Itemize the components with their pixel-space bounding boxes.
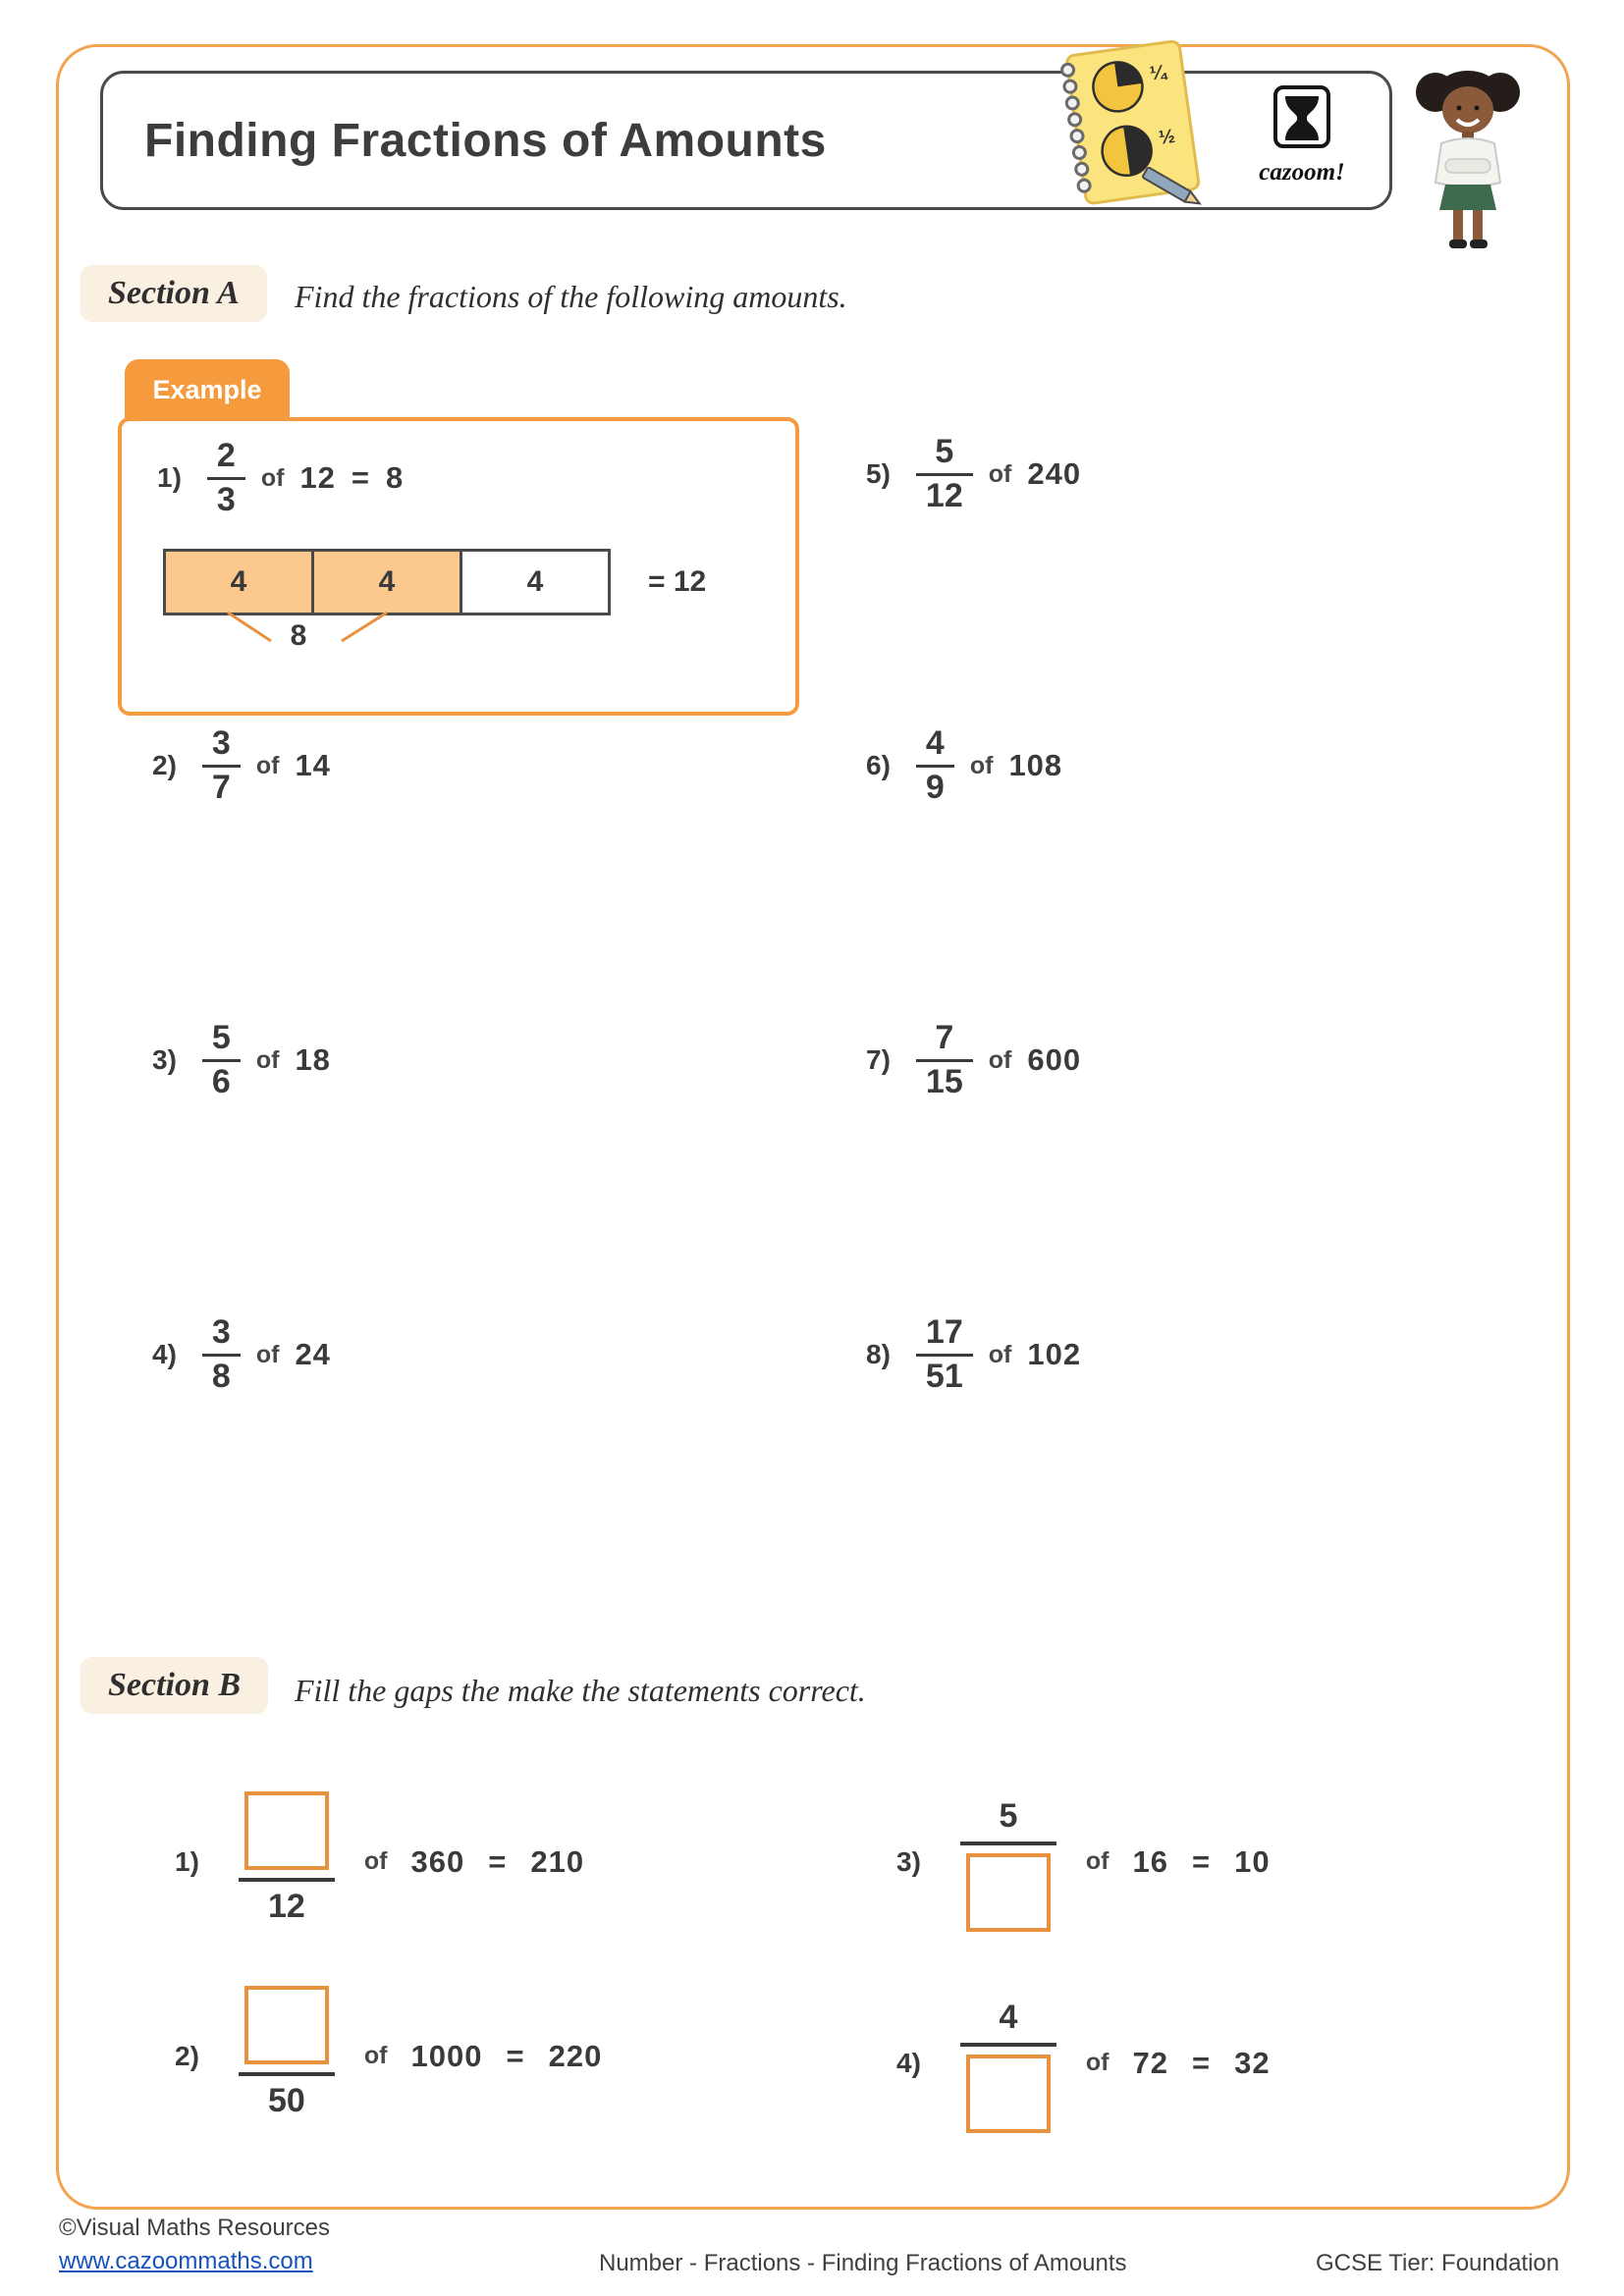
fraction-denominator: 12 [267, 1888, 305, 1925]
of-label: of [363, 2042, 388, 2069]
notepad-quarter-label: ¼ [1148, 61, 1168, 85]
problem-number: 7) [866, 1044, 891, 1076]
section-b-label: Section B [81, 1657, 268, 1714]
equals-sign: = [506, 2038, 525, 2073]
fraction [202, 726, 241, 805]
gap-problem-3 [896, 1791, 1271, 1932]
fraction-denominator: 9 [916, 765, 954, 806]
statement [364, 2039, 602, 2074]
of-label: of [988, 1340, 1012, 1368]
amount: 600 [1027, 1042, 1082, 1078]
fraction-with-gap [239, 1791, 335, 1932]
of-label: of [969, 751, 994, 779]
fraction-denominator: 12 [916, 473, 973, 514]
fraction-with-gap [239, 1986, 335, 2126]
footer-tier-label: GCSE Tier: Foundation [1316, 2250, 1560, 2276]
fraction-denominator: 8 [202, 1354, 241, 1395]
amount: 24 [295, 1337, 331, 1372]
of-label: of [1085, 2049, 1110, 2076]
of-label: of [363, 1847, 388, 1875]
amount: 18 [295, 1042, 331, 1078]
fraction-numerator: 5 [935, 433, 954, 470]
footer-website-link[interactable]: www.cazoommaths.com [59, 2248, 313, 2274]
result-value: 210 [530, 1843, 585, 1879]
of-label: of [260, 463, 285, 492]
problem-8 [866, 1315, 1081, 1394]
fraction [202, 1021, 241, 1099]
fraction-denominator: 7 [202, 765, 241, 806]
answer-box-numerator[interactable] [244, 1986, 329, 2064]
fraction-numerator: 5 [999, 1797, 1018, 1835]
problem-number: 2) [175, 2040, 199, 2071]
footer-copyright: ©Visual Maths Resources [59, 2215, 331, 2241]
fraction [916, 435, 973, 513]
fractions-notepad-icon [1043, 35, 1205, 222]
equals-sign: = [351, 460, 371, 496]
fraction-numerator: 2 [216, 437, 236, 474]
problem-4 [152, 1315, 331, 1394]
cazoom-logo-text: cazoom! [1259, 159, 1345, 186]
fraction-denominator: 51 [916, 1354, 973, 1395]
amount: 102 [1027, 1337, 1082, 1372]
gap-problem-2 [175, 1986, 602, 2126]
of-label: of [988, 459, 1012, 488]
fraction-denominator: 3 [207, 477, 245, 518]
bar-total: = 12 [648, 565, 707, 598]
fraction-with-gap [960, 1791, 1056, 1932]
answer-box-denominator[interactable] [966, 1853, 1051, 1932]
fraction-denominator: 50 [267, 2082, 305, 2119]
statement [1086, 2046, 1271, 2081]
problem-number: 4) [896, 2047, 921, 2078]
footer-breadcrumb: Number - Fractions - Finding Fractions of Amounts [599, 2250, 1127, 2276]
fraction-bar [960, 2043, 1056, 2047]
amount: 360 [410, 1843, 465, 1879]
problem-number: 5) [866, 458, 891, 490]
of-label: of [255, 751, 280, 779]
problem-number: 8) [866, 1339, 891, 1370]
answer-box-denominator[interactable] [966, 2055, 1051, 2133]
problem-5 [866, 435, 1081, 513]
amount: 1000 [410, 2038, 483, 2073]
of-label: of [988, 1045, 1012, 1074]
amount: 16 [1132, 1843, 1168, 1879]
of-label: of [255, 1340, 280, 1368]
bar-cell: 4 [163, 549, 314, 615]
fraction [916, 726, 954, 805]
answer-box-numerator[interactable] [244, 1791, 329, 1870]
bar-model [163, 549, 706, 615]
fraction [202, 1315, 241, 1394]
example-tab: Example [125, 359, 290, 420]
equals-sign: = [1192, 2045, 1212, 2080]
problem-number: 1) [175, 1845, 199, 1877]
result-value: 32 [1234, 2045, 1271, 2080]
problem-number: 3) [896, 1845, 921, 1877]
student-character-illustration [1402, 63, 1535, 259]
problem-number: 2) [152, 750, 177, 781]
problem-number: 6) [866, 750, 891, 781]
problem-number: 3) [152, 1044, 177, 1076]
amount: 12 [299, 460, 336, 496]
page-title: Finding Fractions of Amounts [144, 114, 827, 167]
amount: 72 [1132, 2045, 1168, 2080]
fraction-numerator: 17 [925, 1313, 963, 1351]
result-value: 8 [386, 460, 405, 496]
brace-value: 8 [290, 619, 307, 652]
fraction-denominator: 6 [202, 1059, 241, 1100]
fraction-numerator: 7 [935, 1019, 954, 1056]
fraction-numerator: 3 [211, 1313, 231, 1351]
equals-sign: = [1192, 1843, 1212, 1879]
amount: 108 [1008, 748, 1063, 783]
problem-3 [152, 1021, 331, 1099]
problem-number: 4) [152, 1339, 177, 1370]
gap-problem-1 [175, 1791, 584, 1932]
result-value: 220 [548, 2038, 603, 2073]
section-a-instruction: Find the fractions of the following amounts. [295, 279, 847, 314]
section-b-instruction: Fill the gaps the make the statements correct. [295, 1673, 866, 1708]
example-box [118, 417, 799, 716]
bar-cell: 4 [460, 549, 611, 615]
fraction-numerator: 3 [211, 724, 231, 762]
bar-cells [163, 549, 611, 615]
gap-problem-4 [896, 1993, 1271, 2133]
amount: 14 [295, 748, 331, 783]
fraction-denominator: 15 [916, 1059, 973, 1100]
cazoom-logo [1243, 84, 1361, 197]
notepad-half-label: ½ [1157, 125, 1177, 149]
of-label: of [1085, 1847, 1110, 1875]
fraction-with-gap [960, 1993, 1056, 2133]
fraction [207, 439, 245, 517]
equals-sign: = [488, 1843, 508, 1879]
statement [364, 1844, 584, 1880]
fraction-numerator: 5 [211, 1019, 231, 1056]
fraction-bar [960, 1842, 1056, 1845]
amount: 240 [1027, 456, 1082, 492]
result-value: 10 [1234, 1843, 1271, 1879]
fraction [916, 1021, 973, 1099]
fraction-numerator: 4 [999, 1999, 1018, 2036]
bar-cell: 4 [311, 549, 462, 615]
problem-1 [157, 439, 404, 517]
statement [1086, 1844, 1271, 1880]
of-label: of [255, 1045, 280, 1074]
fraction-numerator: 4 [925, 724, 945, 762]
problem-7 [866, 1021, 1081, 1099]
section-a-label: Section A [81, 265, 267, 322]
problem-6 [866, 726, 1062, 805]
fraction [916, 1315, 973, 1394]
problem-number: 1) [157, 462, 182, 494]
problem-2 [152, 726, 331, 805]
